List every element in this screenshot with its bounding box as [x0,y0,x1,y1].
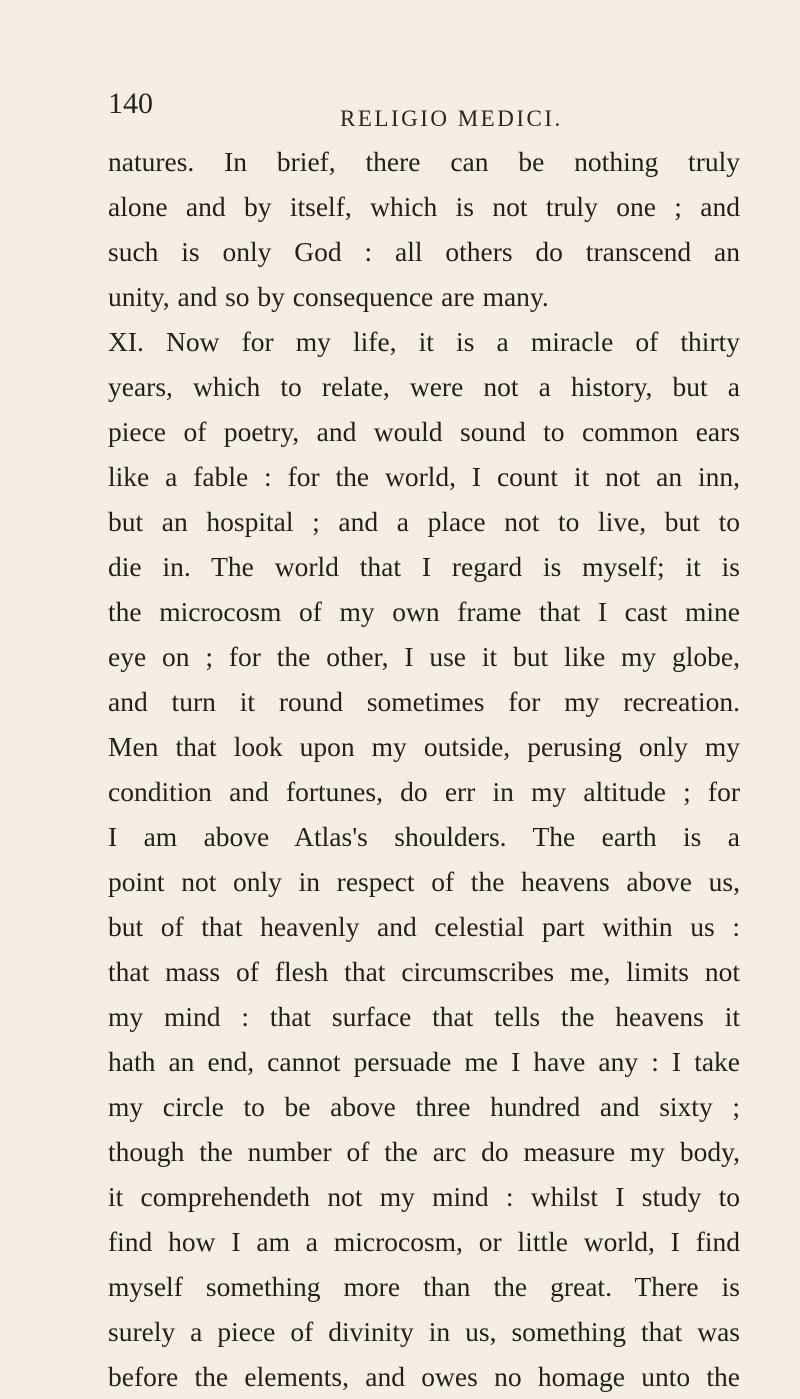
text-line: I am above Atlas's shoulders. The earth is a [108,821,740,852]
text-line: hath an end, cannot persuade me I have any : I take [108,1046,740,1077]
text-line: surely a piece of divinity in us, something that was [108,1316,740,1347]
text-line: condition and fortunes, do err in my altitude ; for [108,776,740,807]
text-line: but of that heavenly and celestial part within us : [108,911,740,942]
body-text [108,139,740,1399]
text-line: alone and by itself, which is not truly one ; and [108,191,740,222]
running-head: RELIGIO MEDICI. [340,106,563,131]
text-line: it comprehendeth not my mind : whilst I study to [108,1181,740,1212]
text-line: before the elements, and owes no homage unto the [108,1361,740,1392]
text-line: but an hospital ; and a place not to live, but to [108,506,740,537]
page-number: 140 [108,87,153,120]
text-line: natures. In brief, there can be nothing truly [108,146,740,177]
text-line: unity, and so by consequence are many. [108,281,549,312]
text-line: point not only in respect of the heavens above us, [108,866,740,897]
text-line: though the number of the arc do measure my body, [108,1136,740,1167]
text-line: XI. Now for my life, it is a miracle of thirty [108,326,740,357]
text-line: that mass of flesh that circumscribes me, limits not [108,956,740,987]
text-line: like a fable : for the world, I count it not an inn, [108,461,740,492]
text-line: my mind : that surface that tells the heavens it [108,1001,740,1032]
text-line: die in. The world that I regard is myself; it is [108,551,740,582]
text-line: my circle to be above three hundred and sixty ; [108,1091,740,1122]
text-line: eye on ; for the other, I use it but like my globe, [108,641,740,672]
text-line: find how I am a microcosm, or little world, I find [108,1226,740,1257]
text-line: such is only God : all others do transcend an [108,236,740,267]
text-line: years, which to relate, were not a history, but a [108,371,740,402]
text-line: Men that look upon my outside, perusing only my [108,731,740,762]
text-line: the microcosm of my own frame that I cast mine [108,596,740,627]
text-line: piece of poetry, and would sound to common ears [108,416,740,447]
text-line: and turn it round sometimes for my recreation. [108,686,740,717]
text-line: myself something more than the great. There is [108,1271,740,1302]
